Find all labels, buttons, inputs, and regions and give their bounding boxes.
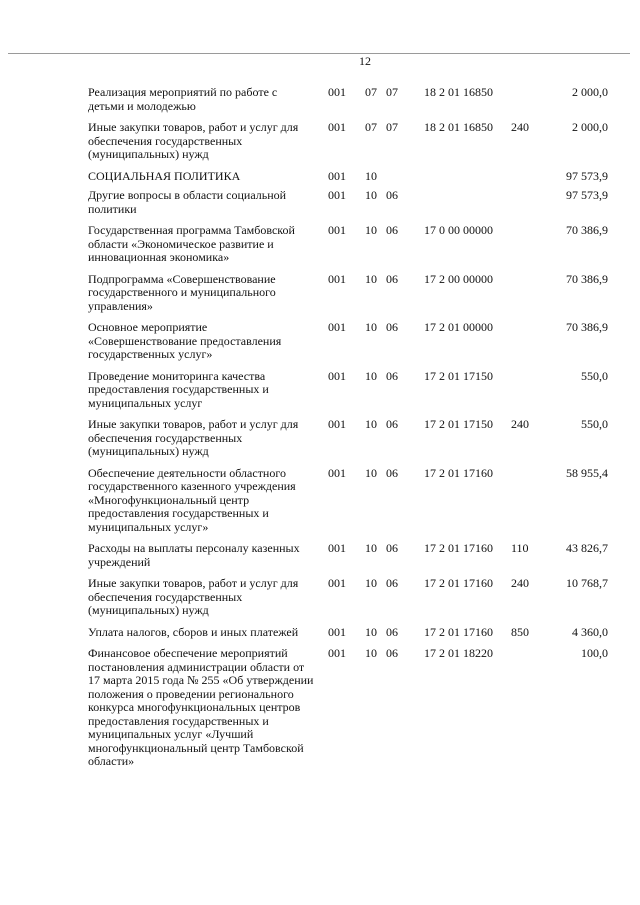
page-number: 12 — [359, 54, 371, 68]
row-vr: 240 — [511, 417, 529, 431]
row-vr: 240 — [511, 576, 529, 590]
row-ved: 001 — [328, 417, 346, 431]
table-row — [88, 86, 608, 113]
row-rz: 10 — [365, 188, 377, 202]
row-ved: 001 — [328, 624, 346, 639]
row-pr: 06 — [386, 576, 398, 590]
table-row — [88, 121, 608, 162]
table-row — [88, 321, 608, 362]
row-name: Подпрограмма «Совершенствование государственного и муниципального управления» — [88, 271, 276, 313]
row-sum: 97 573,9 — [566, 168, 608, 183]
row-rz: 10 — [365, 624, 377, 639]
row-rz: 10 — [365, 465, 377, 480]
row-name: Обеспечение деятельности областного государственного казенного учреждения «Многофункциональный центр предоставления государственных и муниципальных услуг» — [88, 465, 296, 534]
row-ved: 001 — [328, 271, 346, 286]
table-row — [88, 189, 608, 216]
row-rz: 10 — [365, 168, 377, 183]
row-sum: 43 826,7 — [566, 541, 608, 555]
row-sum: 70 386,9 — [566, 271, 608, 286]
row-csr: 17 2 00 00000 — [424, 271, 493, 286]
row-csr: 18 2 01 16850 — [424, 85, 493, 99]
row-vr: 110 — [511, 541, 529, 555]
row-name: СОЦИАЛЬНАЯ ПОЛИТИКА — [88, 168, 241, 183]
row-pr: 06 — [386, 624, 398, 639]
row-pr: 07 — [386, 85, 398, 99]
row-pr: 06 — [386, 465, 398, 480]
row-sum: 550,0 — [581, 417, 608, 431]
row-rz: 10 — [365, 646, 377, 660]
table-row — [88, 418, 608, 459]
row-name: Реализация мероприятий по работе с детьми и молодежью — [88, 85, 278, 113]
table-row — [88, 577, 608, 618]
row-vr: 240 — [511, 120, 529, 134]
row-rz: 10 — [365, 368, 377, 383]
row-sum: 2 000,0 — [572, 85, 608, 99]
row-name: Расходы на выплаты персоналу казенных учреждений — [88, 541, 300, 569]
row-sum: 4 360,0 — [572, 624, 608, 639]
row-rz: 10 — [365, 271, 377, 286]
table-row — [88, 467, 608, 535]
table-row — [88, 170, 608, 184]
row-name: Проведение мониторинга качества предоставления государственных и муниципальных услуг — [88, 368, 269, 410]
row-sum: 2 000,0 — [572, 120, 608, 134]
row-name: Иные закупки товаров, работ и услуг для обеспечения государственных (муниципальных) нужд — [88, 120, 299, 161]
row-rz: 10 — [365, 541, 377, 555]
row-sum: 58 955,4 — [566, 465, 608, 480]
table-row — [88, 647, 608, 769]
row-rz: 07 — [365, 85, 377, 99]
row-sum: 550,0 — [581, 368, 608, 383]
row-ved: 001 — [328, 168, 346, 183]
row-sum: 97 573,9 — [566, 188, 608, 202]
row-name: Другие вопросы в области социальной политики — [88, 188, 287, 216]
row-rz: 07 — [365, 120, 377, 134]
row-name: Основное мероприятие «Совершенствование предоставления государственных услуг» — [88, 320, 282, 361]
row-ved: 001 — [328, 320, 346, 334]
row-csr: 17 2 01 18220 — [424, 646, 493, 660]
row-csr: 17 2 01 17160 — [424, 541, 493, 555]
row-ved: 001 — [328, 223, 346, 237]
table-row — [88, 626, 608, 640]
row-pr: 06 — [386, 417, 398, 431]
row-ved: 001 — [328, 188, 346, 202]
table-row — [88, 542, 608, 569]
row-vr: 850 — [511, 624, 529, 639]
row-csr: 17 2 01 00000 — [424, 320, 493, 334]
row-pr: 07 — [386, 120, 398, 134]
row-csr: 17 0 00 00000 — [424, 223, 493, 237]
row-csr: 17 2 01 17160 — [424, 624, 493, 639]
row-csr: 17 2 01 17160 — [424, 576, 493, 590]
row-pr: 06 — [386, 541, 398, 555]
row-ved: 001 — [328, 576, 346, 590]
row-sum: 10 768,7 — [566, 576, 608, 590]
row-csr: 17 2 01 17150 — [424, 417, 493, 431]
row-rz: 10 — [365, 223, 377, 237]
row-pr: 06 — [386, 188, 398, 202]
row-name: Уплата налогов, сборов и иных платежей — [88, 624, 299, 639]
row-name: Государственная программа Тамбовской области «Экономическое развитие и инновационная экономика» — [88, 223, 295, 264]
row-ved: 001 — [328, 120, 346, 134]
table-row — [88, 273, 608, 314]
row-sum: 70 386,9 — [566, 223, 608, 237]
table-row — [88, 370, 608, 411]
row-ved: 001 — [328, 85, 346, 99]
row-pr: 06 — [386, 368, 398, 383]
row-pr: 06 — [386, 223, 398, 237]
row-pr: 06 — [386, 271, 398, 286]
row-name: Иные закупки товаров, работ и услуг для обеспечения государственных (муниципальных) нужд — [88, 417, 299, 458]
row-sum: 70 386,9 — [566, 320, 608, 334]
row-name: Иные закупки товаров, работ и услуг для обеспечения государственных (муниципальных) нужд — [88, 576, 299, 617]
row-csr: 18 2 01 16850 — [424, 120, 493, 134]
row-rz: 10 — [365, 320, 377, 334]
row-ved: 001 — [328, 541, 346, 555]
row-ved: 001 — [328, 368, 346, 383]
row-csr: 17 2 01 17160 — [424, 465, 493, 480]
row-pr: 06 — [386, 320, 398, 334]
row-pr: 06 — [386, 646, 398, 660]
row-rz: 10 — [365, 417, 377, 431]
row-name: Финансовое обеспечение мероприятий постановления администрации области от 17 марта 2015 года № 255 «Об утверждении положения о проведении регионального конкурса многофункциональных центров предоставления государственных и муниципальных услуг «Лучший многофункциональный центр Тамбовской области» — [88, 646, 314, 768]
table-row — [88, 224, 608, 265]
row-rz: 10 — [365, 576, 377, 590]
row-ved: 001 — [328, 465, 346, 480]
row-ved: 001 — [328, 646, 346, 660]
row-sum: 100,0 — [581, 646, 608, 660]
row-csr: 17 2 01 17150 — [424, 368, 493, 383]
budget-table — [88, 86, 608, 777]
